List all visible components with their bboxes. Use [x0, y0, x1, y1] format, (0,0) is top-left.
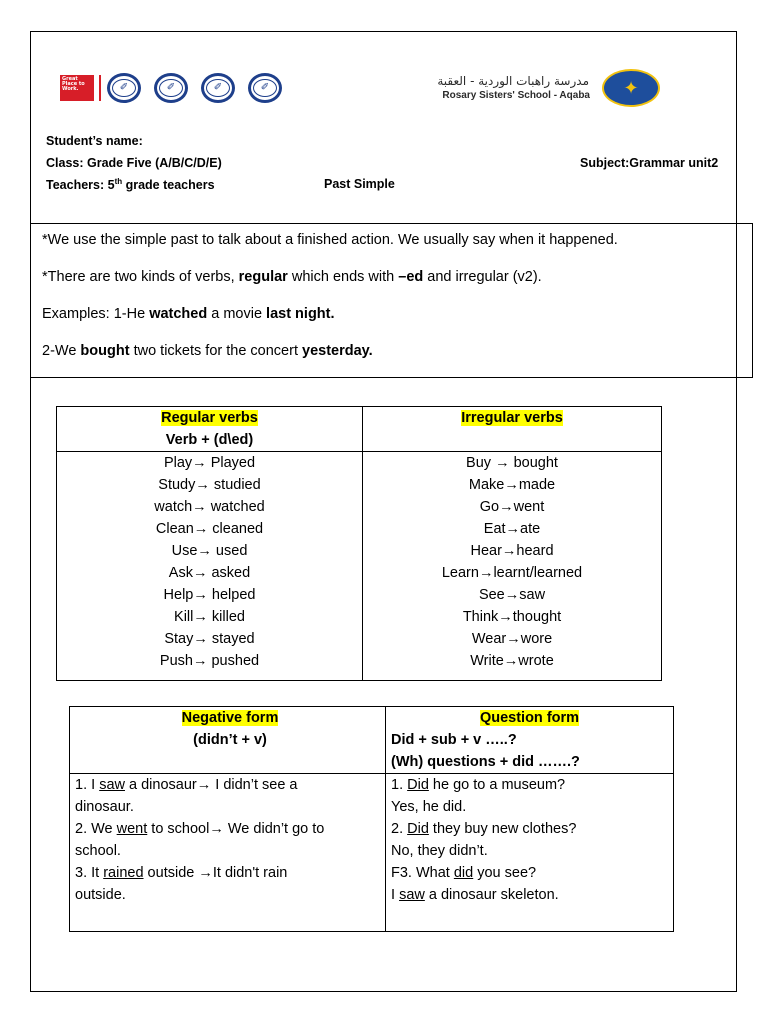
intro-box [30, 223, 753, 378]
right-arrow-icon: → [192, 653, 208, 669]
right-arrow-icon: → [503, 653, 519, 669]
text-run: I didn’t see a [211, 777, 298, 793]
question-example-line: No, they didn’t. [391, 843, 488, 859]
verb-base: Clean [155, 521, 194, 537]
right-arrow-icon: → [504, 587, 520, 603]
question-example-line: Yes, he did. [391, 799, 467, 815]
intro-line-4 [42, 342, 752, 360]
text-run: he go to a museum? [428, 777, 566, 793]
question-example-line [391, 884, 673, 906]
right-arrow-icon: → [501, 543, 517, 559]
text-run: *There are two kinds of verbs, [42, 269, 239, 285]
verb-past: studied [209, 477, 261, 493]
verb-pair [363, 540, 661, 562]
verb-pair [57, 496, 362, 518]
verb-past: thought [512, 609, 562, 625]
underlined-verb: Did [407, 821, 429, 837]
keyword-yesterday: yesterday. [302, 343, 373, 359]
verb-pair [363, 496, 661, 518]
certification-badge-icon [107, 73, 141, 103]
irregular-verbs-title: Irregular verbs [461, 410, 563, 426]
verb-base: Write [470, 653, 504, 669]
certification-badge-icon [248, 73, 282, 103]
verb-base: Learn [441, 565, 479, 581]
header-banner [55, 60, 680, 118]
verb-pair [57, 584, 362, 606]
right-arrow-icon: → [193, 631, 208, 647]
crest-star-icon: ✦ [623, 78, 639, 98]
text-run: I [391, 887, 400, 903]
right-arrow-icon: → [192, 565, 208, 581]
forms-table [69, 706, 674, 932]
underlined-verb: saw [399, 887, 425, 903]
question-formula-yes-no: Did + sub + v …..? [391, 732, 517, 748]
right-arrow-icon: → [197, 543, 212, 559]
verb-past: heard [516, 543, 554, 559]
verb-pair [57, 540, 362, 562]
negative-form-formula: (didn’t + v) [193, 732, 267, 748]
verb-base: Push [159, 653, 193, 669]
text-run: outside [143, 865, 199, 881]
badge-inner-icon: ✐ [159, 79, 183, 97]
verb-pair [363, 518, 661, 540]
underlined-verb: saw [99, 777, 125, 793]
verb-base: Stay [164, 631, 194, 647]
verb-past: Played [206, 455, 256, 471]
question-example-line [391, 774, 673, 796]
verb-table-body-row [57, 452, 662, 681]
verb-pair [57, 452, 362, 474]
forms-table-body-row [70, 774, 674, 932]
verb-past: went [513, 499, 545, 515]
text-run: which ends with [287, 269, 399, 285]
teachers-prefix: Teachers: 5 [46, 178, 115, 193]
question-example-line [391, 862, 673, 884]
verb-past: ate [520, 521, 541, 537]
verb-base: Eat [483, 521, 506, 537]
verb-table-header-row [57, 407, 662, 452]
right-arrow-icon: → [192, 455, 207, 471]
verb-base: Study [158, 477, 196, 493]
right-arrow-icon: → [506, 631, 521, 647]
verb-base: Help [163, 587, 194, 603]
right-arrow-icon: → [495, 455, 510, 471]
teachers-label [46, 177, 215, 192]
text-run: 2. We [75, 821, 117, 837]
verb-base: watch [154, 499, 193, 515]
verb-past: bought [509, 455, 558, 471]
verb-pair [57, 474, 362, 496]
right-arrow-icon: → [198, 865, 213, 881]
keyword-watched: watched [149, 306, 208, 322]
negative-example-line: outside. [75, 887, 126, 903]
question-example-line [391, 818, 673, 840]
intro-line-2 [42, 268, 752, 286]
logo-divider [99, 75, 101, 101]
regular-verbs-header [57, 407, 363, 452]
verb-pair [363, 452, 661, 474]
question-examples [386, 774, 674, 932]
regular-verbs-title: Regular verbs [161, 410, 258, 426]
badge-inner-icon: ✐ [112, 79, 136, 97]
certification-badge-icon [154, 73, 188, 103]
verb-past: learnt/learned [493, 565, 583, 581]
school-crest-icon [602, 69, 660, 107]
verb-past: used [211, 543, 248, 559]
verb-past: stayed [207, 631, 255, 647]
keyword-ed: –ed [398, 269, 424, 285]
right-arrow-icon: → [209, 821, 224, 837]
verb-pair [363, 584, 661, 606]
text-run: 1. I [75, 777, 100, 793]
teachers-ordinal: th [114, 177, 123, 186]
negative-form-header [70, 707, 386, 774]
verb-pair [363, 562, 661, 584]
intro-line-3 [42, 305, 752, 323]
verb-past: made [518, 477, 556, 493]
keyword-bought: bought [80, 343, 130, 359]
text-run: F3. What [391, 865, 454, 881]
negative-example-line [75, 818, 385, 840]
verb-past: pushed [207, 653, 260, 669]
verb-past: asked [207, 565, 251, 581]
underlined-verb: did [453, 865, 474, 881]
verb-pair [57, 606, 362, 628]
text-run: It didn't rain [212, 865, 288, 881]
forms-table-header-row [70, 707, 674, 774]
regular-verbs-formula: Verb + (d\ed) [165, 432, 254, 448]
text-run: you see? [473, 865, 537, 881]
negative-example-line [75, 862, 385, 884]
text-run: two tickets for the concert [129, 343, 303, 359]
badge-inner-icon: ✐ [253, 79, 277, 97]
verb-pair [57, 650, 362, 672]
negative-example-line: school. [75, 843, 121, 859]
school-name-english: Rosary Sisters' School - Aqaba [442, 90, 590, 101]
verb-base: Hear [470, 543, 502, 559]
verb-base: Think [462, 609, 499, 625]
text-run: a movie [207, 306, 267, 322]
underlined-verb: went [116, 821, 148, 837]
right-arrow-icon: → [196, 777, 212, 793]
text-run: 2-We [42, 343, 81, 359]
verb-past: saw [519, 587, 546, 603]
verb-base: Play [163, 455, 193, 471]
certification-badge-icon [201, 73, 235, 103]
verb-base: Go [479, 499, 500, 515]
verb-pair [57, 562, 362, 584]
text-run: 2. [391, 821, 408, 837]
verb-base: See [478, 587, 505, 603]
verb-pair [363, 474, 661, 496]
verb-past: wrote [518, 653, 554, 669]
right-arrow-icon: → [499, 499, 514, 515]
negative-example-line [75, 774, 385, 796]
keyword-regular: regular [238, 269, 288, 285]
verb-base: Wear [471, 631, 507, 647]
right-arrow-icon: → [193, 609, 208, 625]
great-place-to-work-logo: Great Place to Work. [60, 75, 94, 101]
irregular-verbs-header [363, 407, 662, 452]
verb-past: helped [207, 587, 256, 603]
underlined-verb: Did [407, 777, 429, 793]
right-arrow-icon: → [504, 477, 519, 493]
text-run: a dinosaur skeleton. [424, 887, 559, 903]
text-run: and irregular (v2). [423, 269, 542, 285]
regular-verbs-list [57, 452, 363, 681]
class-label: Class: Grade Five (A/B/C/D/E) [46, 156, 222, 170]
verb-base: Ask [168, 565, 193, 581]
text-run: Examples: 1-He [42, 306, 150, 322]
student-name-label: Student’s name: [46, 134, 143, 148]
verb-base: Make [468, 477, 505, 493]
question-form-header [386, 707, 674, 774]
keyword-last-night: last night. [266, 306, 335, 322]
text-run: they buy new clothes? [428, 821, 577, 837]
irregular-verbs-list [363, 452, 662, 681]
text-run: a dinosaur [124, 777, 197, 793]
question-formula-wh: (Wh) questions + did …….? [391, 754, 580, 770]
verb-pair [57, 628, 362, 650]
verb-table [56, 406, 662, 681]
right-arrow-icon: → [478, 565, 494, 581]
text-run: We didn’t go to [223, 821, 325, 837]
verb-base: Kill [174, 609, 194, 625]
text-run: 3. It [75, 865, 104, 881]
verb-past: wore [520, 631, 553, 647]
verb-pair [363, 628, 661, 650]
school-name-arabic: مدرسة راهبات الوردية - العقبة [437, 74, 589, 88]
teachers-suffix: grade teachers [122, 178, 215, 193]
verb-pair [363, 606, 661, 628]
subject-label: Subject:Grammar unit2 [580, 156, 719, 170]
negative-form-title: Negative form [181, 710, 279, 726]
right-arrow-icon: → [195, 477, 210, 493]
underlined-verb: rained [103, 865, 144, 881]
verb-base: Buy [466, 455, 496, 471]
negative-example-line: dinosaur. [75, 799, 134, 815]
right-arrow-icon: → [192, 499, 207, 515]
negative-examples [70, 774, 386, 932]
question-form-title: Question form [479, 710, 580, 726]
verb-past: cleaned [208, 521, 264, 537]
text-run: 1. [391, 777, 408, 793]
verb-base: Use [171, 543, 198, 559]
verb-past: killed [207, 609, 245, 625]
right-arrow-icon: → [505, 521, 521, 537]
right-arrow-icon: → [498, 609, 513, 625]
right-arrow-icon: → [193, 587, 208, 603]
right-arrow-icon: → [193, 521, 209, 537]
verb-pair [57, 518, 362, 540]
verb-past: watched [206, 499, 265, 515]
text-run: to school [147, 821, 210, 837]
topic-title: Past Simple [324, 177, 395, 191]
verb-pair [363, 650, 661, 672]
badge-inner-icon: ✐ [206, 79, 230, 97]
intro-line-1: *We use the simple past to talk about a finished action. We usually say when it happened. [42, 232, 618, 248]
